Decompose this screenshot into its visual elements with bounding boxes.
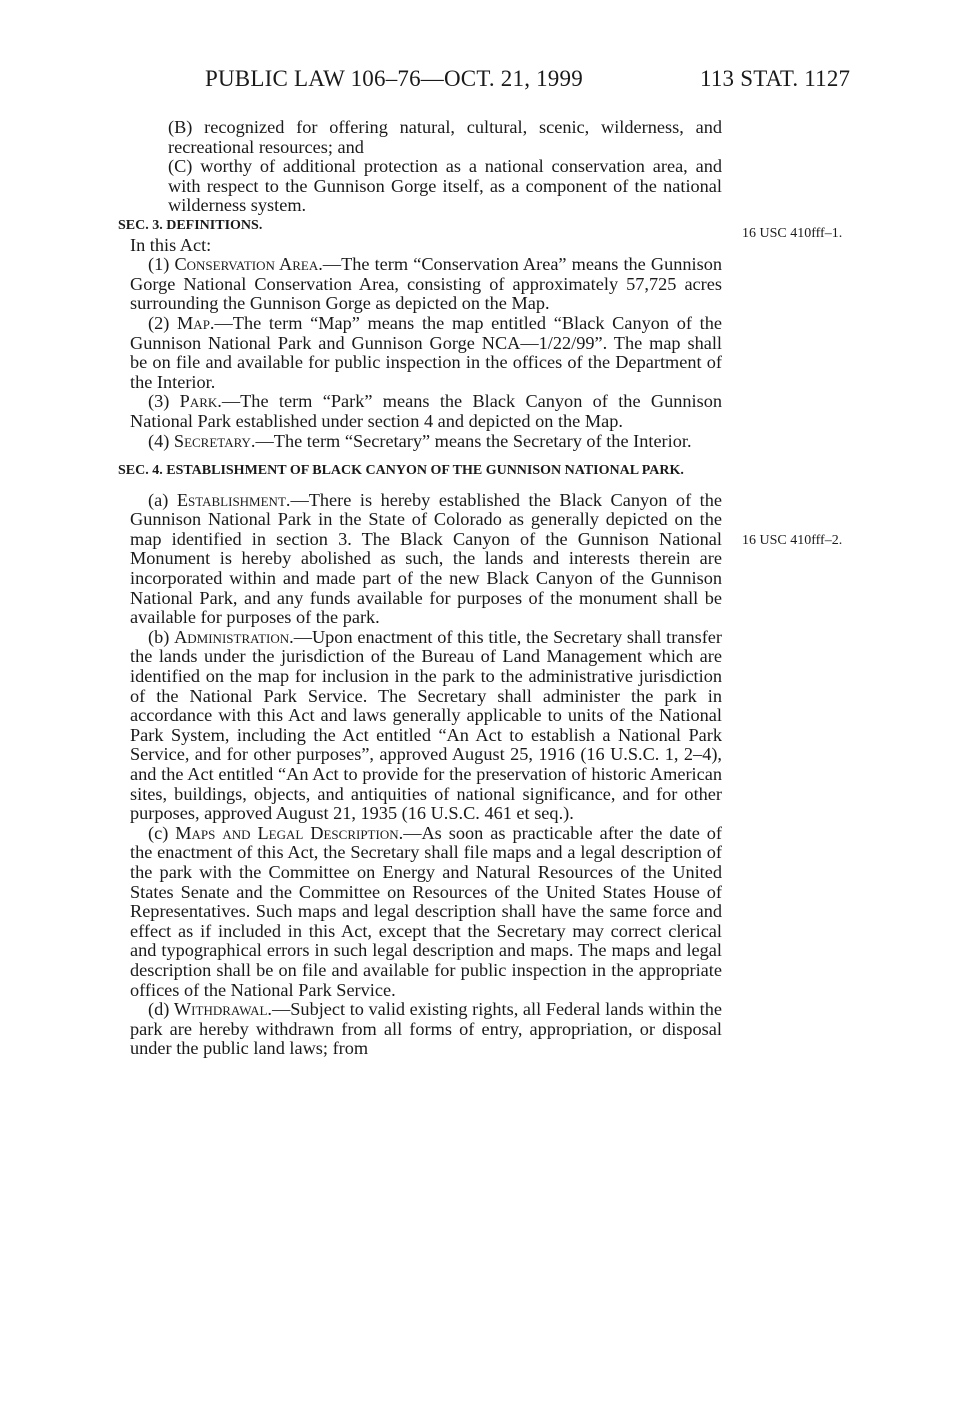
definition-item: (2) Map.—The term “Map” means the map entitled “Black Canyon of the Gunnison National Park and Gunnison Gorge NCA—1/22/99”. The map shall be on file and available for public inspection in the offices of the Department of the Interior. (130, 312, 723, 392)
section-3-intro: In this Act: (130, 234, 212, 255)
paragraph-c: (C) worthy of additional protection as a national conservation area, and with respect to the Gunnison Gorge itself, as a component of the national wilderness system. (168, 156, 722, 216)
subsection-item: (b) Administration.—Upon enactment of this title, the Secretary shall transfer the lands under the jurisdiction of the Bureau of Land Management which are identified on the map for inclusion in the park to the administrative jurisdiction of the National Park Service. The Secretary shall administer the park in accordance with this Act and laws generally applicable to units of the National Park System, including the Act entitled “An Act to establish a National Park Service, and for other purposes”, approved August 25, 1916 (16 U.S.C. 1, 2–4), and the Act entitled “An Act to provide for the preservation of historic American sites, buildings, objects, and antiquities of national significance, and for other purposes, approved August 21, 1935 (16 U.S.C. 461 et seq.). (130, 626, 722, 824)
section-4-heading: SEC. 4. ESTABLISHMENT OF BLACK CANYON OF THE GUNNISON NATIONAL PARK. (118, 463, 684, 479)
definition-item: (3) Park.—The term “Park” means the Black Canyon of the Gunnison National Park established under section 4 and depicted on the Map. (130, 391, 722, 431)
section-3-heading: SEC. 3. DEFINITIONS. (118, 217, 263, 233)
subsection-item: (d) Withdrawal.—Subject to valid existing rights, all Federal lands within the park are hereby withdrawn from all forms of entry, appropriation, or disposal under the public land laws; from (130, 999, 722, 1059)
subsection-item: (a) Establishment.—There is hereby established the Black Canyon of the Gunnison National Park in the State of Colorado as generally depicted on the map identified in section 3. The Black Canyon of the Gunnison National Monument is hereby abolished as such, the lands and interests therein are incorporated within and made part of the new Black Canyon of the Gunnison National Park, and any funds available for purposes of the monument shall be available for purposes of the park. (130, 489, 722, 628)
definition-item: (1) Conservation Area.—The term “Conservation Area” means the Gunnison Gorge National Conservation Area, consisting of approximately 57,725 acres surrounding the Gunnison Gorge as depicted on the Map. (130, 254, 723, 314)
margin-note-sec3: 16 USC 410fff–1. (742, 226, 843, 241)
running-header-page: 113 STAT. 1127 (700, 66, 851, 91)
paragraph-b: (B) recognized for offering natural, cultural, scenic, wilderness, and recreational resources; and (168, 117, 722, 157)
margin-note-sec4: 16 USC 410fff–2. (742, 533, 843, 548)
definition-item: (4) Secretary.—The term “Secretary” means the Secretary of the Interior. (148, 430, 692, 451)
running-header-title: PUBLIC LAW 106–76—OCT. 21, 1999 (205, 66, 583, 91)
document-body (118, 117, 723, 1059)
subsection-item: (c) Maps and Legal Description.—As soon as practicable after the date of the enactment of this Act, the Secretary shall file maps and a legal description of the park with the Committee on Energy and Natural Resources of the United States Senate and the Committee on Resources of the United States House of Representatives. Such maps and legal description shall have the same force and effect as if included in this Act, except that the Secretary may correct clerical and typographical errors in such legal description and maps. The maps and legal description shall be on file and available for public inspection in the appropriate offices of the National Park Service. (130, 822, 723, 1000)
